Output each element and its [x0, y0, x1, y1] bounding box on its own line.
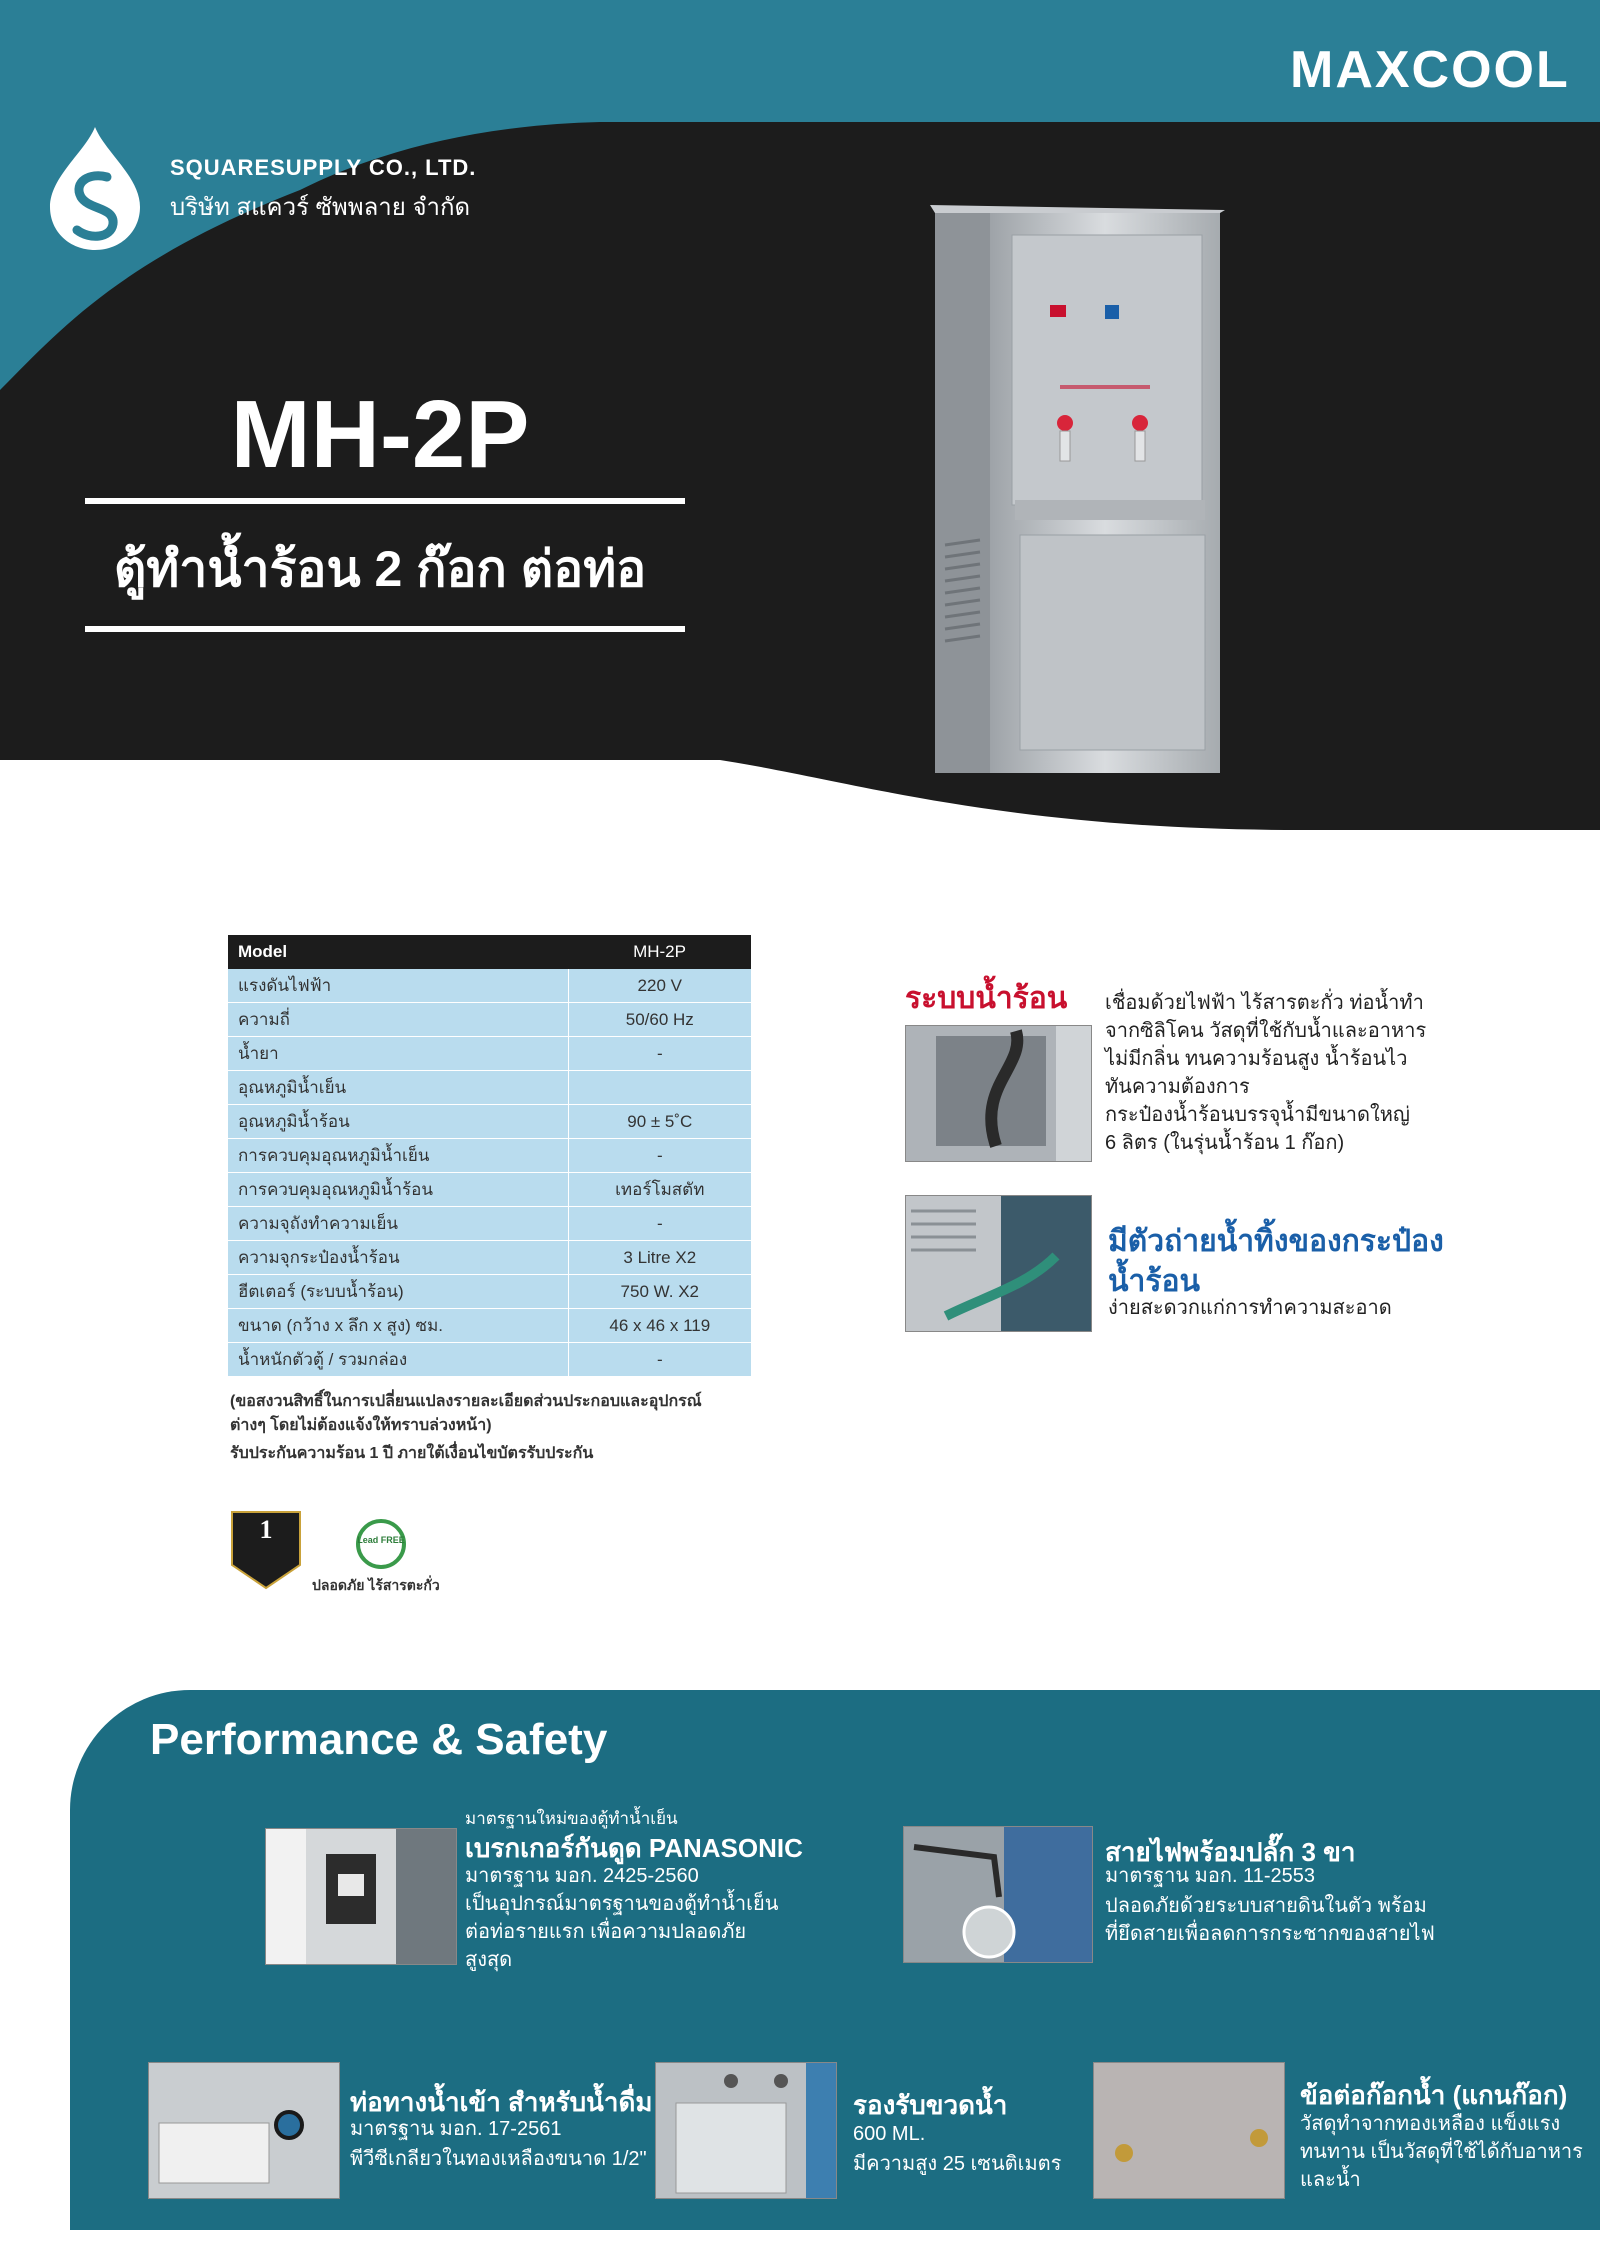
spec-value: 3 Litre X2: [568, 1241, 751, 1275]
title-rule-bottom: [85, 626, 685, 632]
faucet-photo-icon: [1094, 2063, 1284, 2198]
plug-head: สายไฟพร้อมปลั๊ก 3 ขา: [1105, 1837, 1356, 1867]
breaker-line-3: สูงสุด: [465, 1949, 513, 1971]
drain-photo-icon: [906, 1196, 1091, 1331]
title-rule-top: [85, 498, 685, 504]
bottle-photo-icon: [656, 2063, 836, 2198]
spec-label: อุณหภูมิน้ำเย็น: [228, 1071, 568, 1105]
product-subtitle: ตู้ทำน้ำร้อน 2 ก๊อก ต่อท่อ: [113, 541, 647, 597]
company-name-th: บริษัท สแควร์ ซัพพลาย จำกัด: [170, 194, 471, 221]
faucet-head: ข้อต่อก๊อกน้ำ (แกนก๊อก): [1300, 2080, 1568, 2110]
drain-text: ง่ายสะดวกแก่การทำความสะอาด: [1108, 1297, 1392, 1319]
faucet-line-3: และน้ำ: [1300, 2169, 1361, 2191]
table-row: [228, 1309, 751, 1343]
plug-photo-icon: [904, 1827, 1092, 1962]
table-row: [228, 1071, 751, 1105]
spec-label: ฮีตเตอร์ (ระบบน้ำร้อน): [228, 1275, 568, 1309]
hot-line-4: ทันความต้องการ: [1105, 1076, 1250, 1098]
table-row: [228, 1343, 751, 1377]
spec-value: 750 W. X2: [568, 1275, 751, 1309]
feature-hot-title: ระบบน้ำร้อน: [905, 982, 1068, 1015]
spec-label: น้ำยา: [228, 1037, 568, 1071]
hot-line-6: 6 ลิตร (ในรุ่นน้ำร้อน 1 ก๊อก): [1105, 1132, 1345, 1154]
bottle-line-2: มีความสูง 25 เซนติเมตร: [853, 2153, 1062, 2175]
spec-value: 90 ± 5˚C: [568, 1105, 751, 1139]
hot-system-photo: [905, 1025, 1092, 1162]
table-row: [228, 1037, 751, 1071]
breaker-line-2: ต่อท่อรายแรก เพื่อความปลอดภัย: [465, 1921, 747, 1943]
spec-label: ขนาด (กว้าง x ลึก x สูง) ซม.: [228, 1309, 568, 1343]
spec-header-value: MH-2P: [568, 935, 751, 969]
table-row: [228, 1275, 751, 1309]
lead-free-text: Lead FREE: [357, 1535, 405, 1545]
spec-value: -: [568, 1037, 751, 1071]
plug-line-1: ปลอดภัยด้วยระบบสายดินในตัว พร้อม: [1105, 1895, 1427, 1917]
spec-value: เทอร์โมสตัท: [568, 1173, 751, 1207]
spec-table: [228, 935, 751, 1377]
spec-value: -: [568, 1139, 751, 1173]
faucet-line-1: วัสดุทำจากทองเหลือง แข็งแรง: [1300, 2113, 1561, 2135]
spec-label: การควบคุมอุณหภูมิน้ำร้อน: [228, 1173, 568, 1207]
spec-label: น้ำหนักตัวตู้ / รวมกล่อง: [228, 1343, 568, 1377]
drain-title-2: น้ำร้อน: [1108, 1265, 1200, 1298]
plug-photo: [903, 1826, 1093, 1963]
bottle-head: รองรับขวดน้ำ: [853, 2090, 1008, 2120]
drain-photo: [905, 1195, 1092, 1332]
breaker-line-1: เป็นอุปกรณ์มาตรฐานของตู้ทำน้ำเย็น: [465, 1893, 779, 1915]
warranty-note: รับประกันความร้อน 1 ปี ภายใต้เงื่อนไขบัตรรับประกัน: [230, 1445, 594, 1462]
spec-value: -: [568, 1207, 751, 1241]
bottle-line-1: 600 ML.: [853, 2123, 926, 2145]
brand-logo: MAXCOOL: [1290, 41, 1570, 99]
spec-header-label: Model: [228, 935, 568, 969]
spec-label: ความจุกระป๋องน้ำร้อน: [228, 1241, 568, 1275]
spec-label: อุณหภูมิน้ำร้อน: [228, 1105, 568, 1139]
inlet-photo-icon: [149, 2063, 339, 2198]
table-row: [228, 969, 751, 1003]
table-row: [228, 1173, 751, 1207]
spec-table-header: [228, 935, 751, 969]
spec-value: 46 x 46 x 119: [568, 1309, 751, 1343]
spec-label: แรงดันไฟฟ้า: [228, 969, 568, 1003]
table-row: [228, 1003, 751, 1037]
company-logo-icon: [45, 122, 145, 252]
disclaimer-line-1: (ขอสงวนสิทธิ์ในการเปลี่ยนแปลงรายละเอียดส่วนประกอบและอุปกรณ์: [230, 1393, 702, 1410]
disclaimer-line-2: ต่างๆ โดยไม่ต้องแจ้งให้ทราบล่วงหน้า): [230, 1417, 492, 1434]
hot-line-3: ไม่มีกลิ่น ทนความร้อนสูง น้ำร้อนไว: [1105, 1048, 1408, 1070]
safe-label: ปลอดภัย ไร้สารตะกั่ว: [312, 1577, 440, 1593]
inlet-photo: [148, 2062, 340, 2199]
table-row: [228, 1241, 751, 1275]
spec-label: ความถี่: [228, 1003, 568, 1037]
breaker-photo-icon: [266, 1829, 456, 1964]
faucet-line-2: ทนทาน เป็นวัสดุที่ใช้ได้กับอาหาร: [1300, 2141, 1583, 2163]
spec-value: 220 V: [568, 969, 751, 1003]
product-image: [920, 195, 1240, 785]
table-row: [228, 1105, 751, 1139]
inlet-std: มาตรฐาน มอก. 17-2561: [350, 2118, 562, 2140]
performance-title: Performance & Safety: [150, 1715, 608, 1764]
bottle-photo: [655, 2062, 837, 2199]
table-row: [228, 1207, 751, 1241]
spec-value: -: [568, 1343, 751, 1377]
inlet-text: พีวีซีเกลียวในทองเหลืองขนาด 1/2": [350, 2148, 647, 2170]
faucet-photo: [1093, 2062, 1285, 2199]
spec-label: การควบคุมอุณหภูมิน้ำเย็น: [228, 1139, 568, 1173]
breaker-std: มาตรฐาน มอก. 2425-2560: [465, 1865, 699, 1887]
spec-value: [568, 1071, 751, 1105]
plug-std: มาตรฐาน มอก. 11-2553: [1105, 1865, 1315, 1887]
breaker-small: มาตรฐานใหม่ของตู้ทำน้ำเย็น: [465, 1809, 678, 1828]
spec-label: ความจุถังทำความเย็น: [228, 1207, 568, 1241]
model-title: MH-2P: [230, 381, 530, 488]
hot-system-photo-icon: [906, 1026, 1091, 1161]
hot-line-5: กระป๋องน้ำร้อนบรรจุน้ำมีขนาดใหญ่: [1105, 1104, 1410, 1126]
breaker-head: เบรกเกอร์กันดูด PANASONIC: [465, 1833, 803, 1863]
company-name-en: SQUARESUPPLY CO., LTD.: [170, 155, 477, 180]
warranty-number: 1: [259, 1515, 273, 1544]
hot-line-2: จากซิลิโคน วัสดุที่ใช้กับน้ำและอาหาร: [1105, 1020, 1427, 1042]
table-row: [228, 1139, 751, 1173]
hot-line-1: เชื่อมด้วยไฟฟ้า ไร้สารตะกั่ว ท่อน้ำทำ: [1105, 992, 1424, 1014]
plug-line-2: ที่ยึดสายเพื่อลดการกระชากของสายไฟ: [1105, 1923, 1435, 1945]
breaker-photo: [265, 1828, 457, 1965]
drain-title-1: มีตัวถ่ายน้ำทิ้งของกระป๋อง: [1108, 1225, 1444, 1258]
inlet-head: ท่อทางน้ำเข้า สำหรับน้ำดื่ม: [350, 2087, 653, 2117]
spec-value: 50/60 Hz: [568, 1003, 751, 1037]
